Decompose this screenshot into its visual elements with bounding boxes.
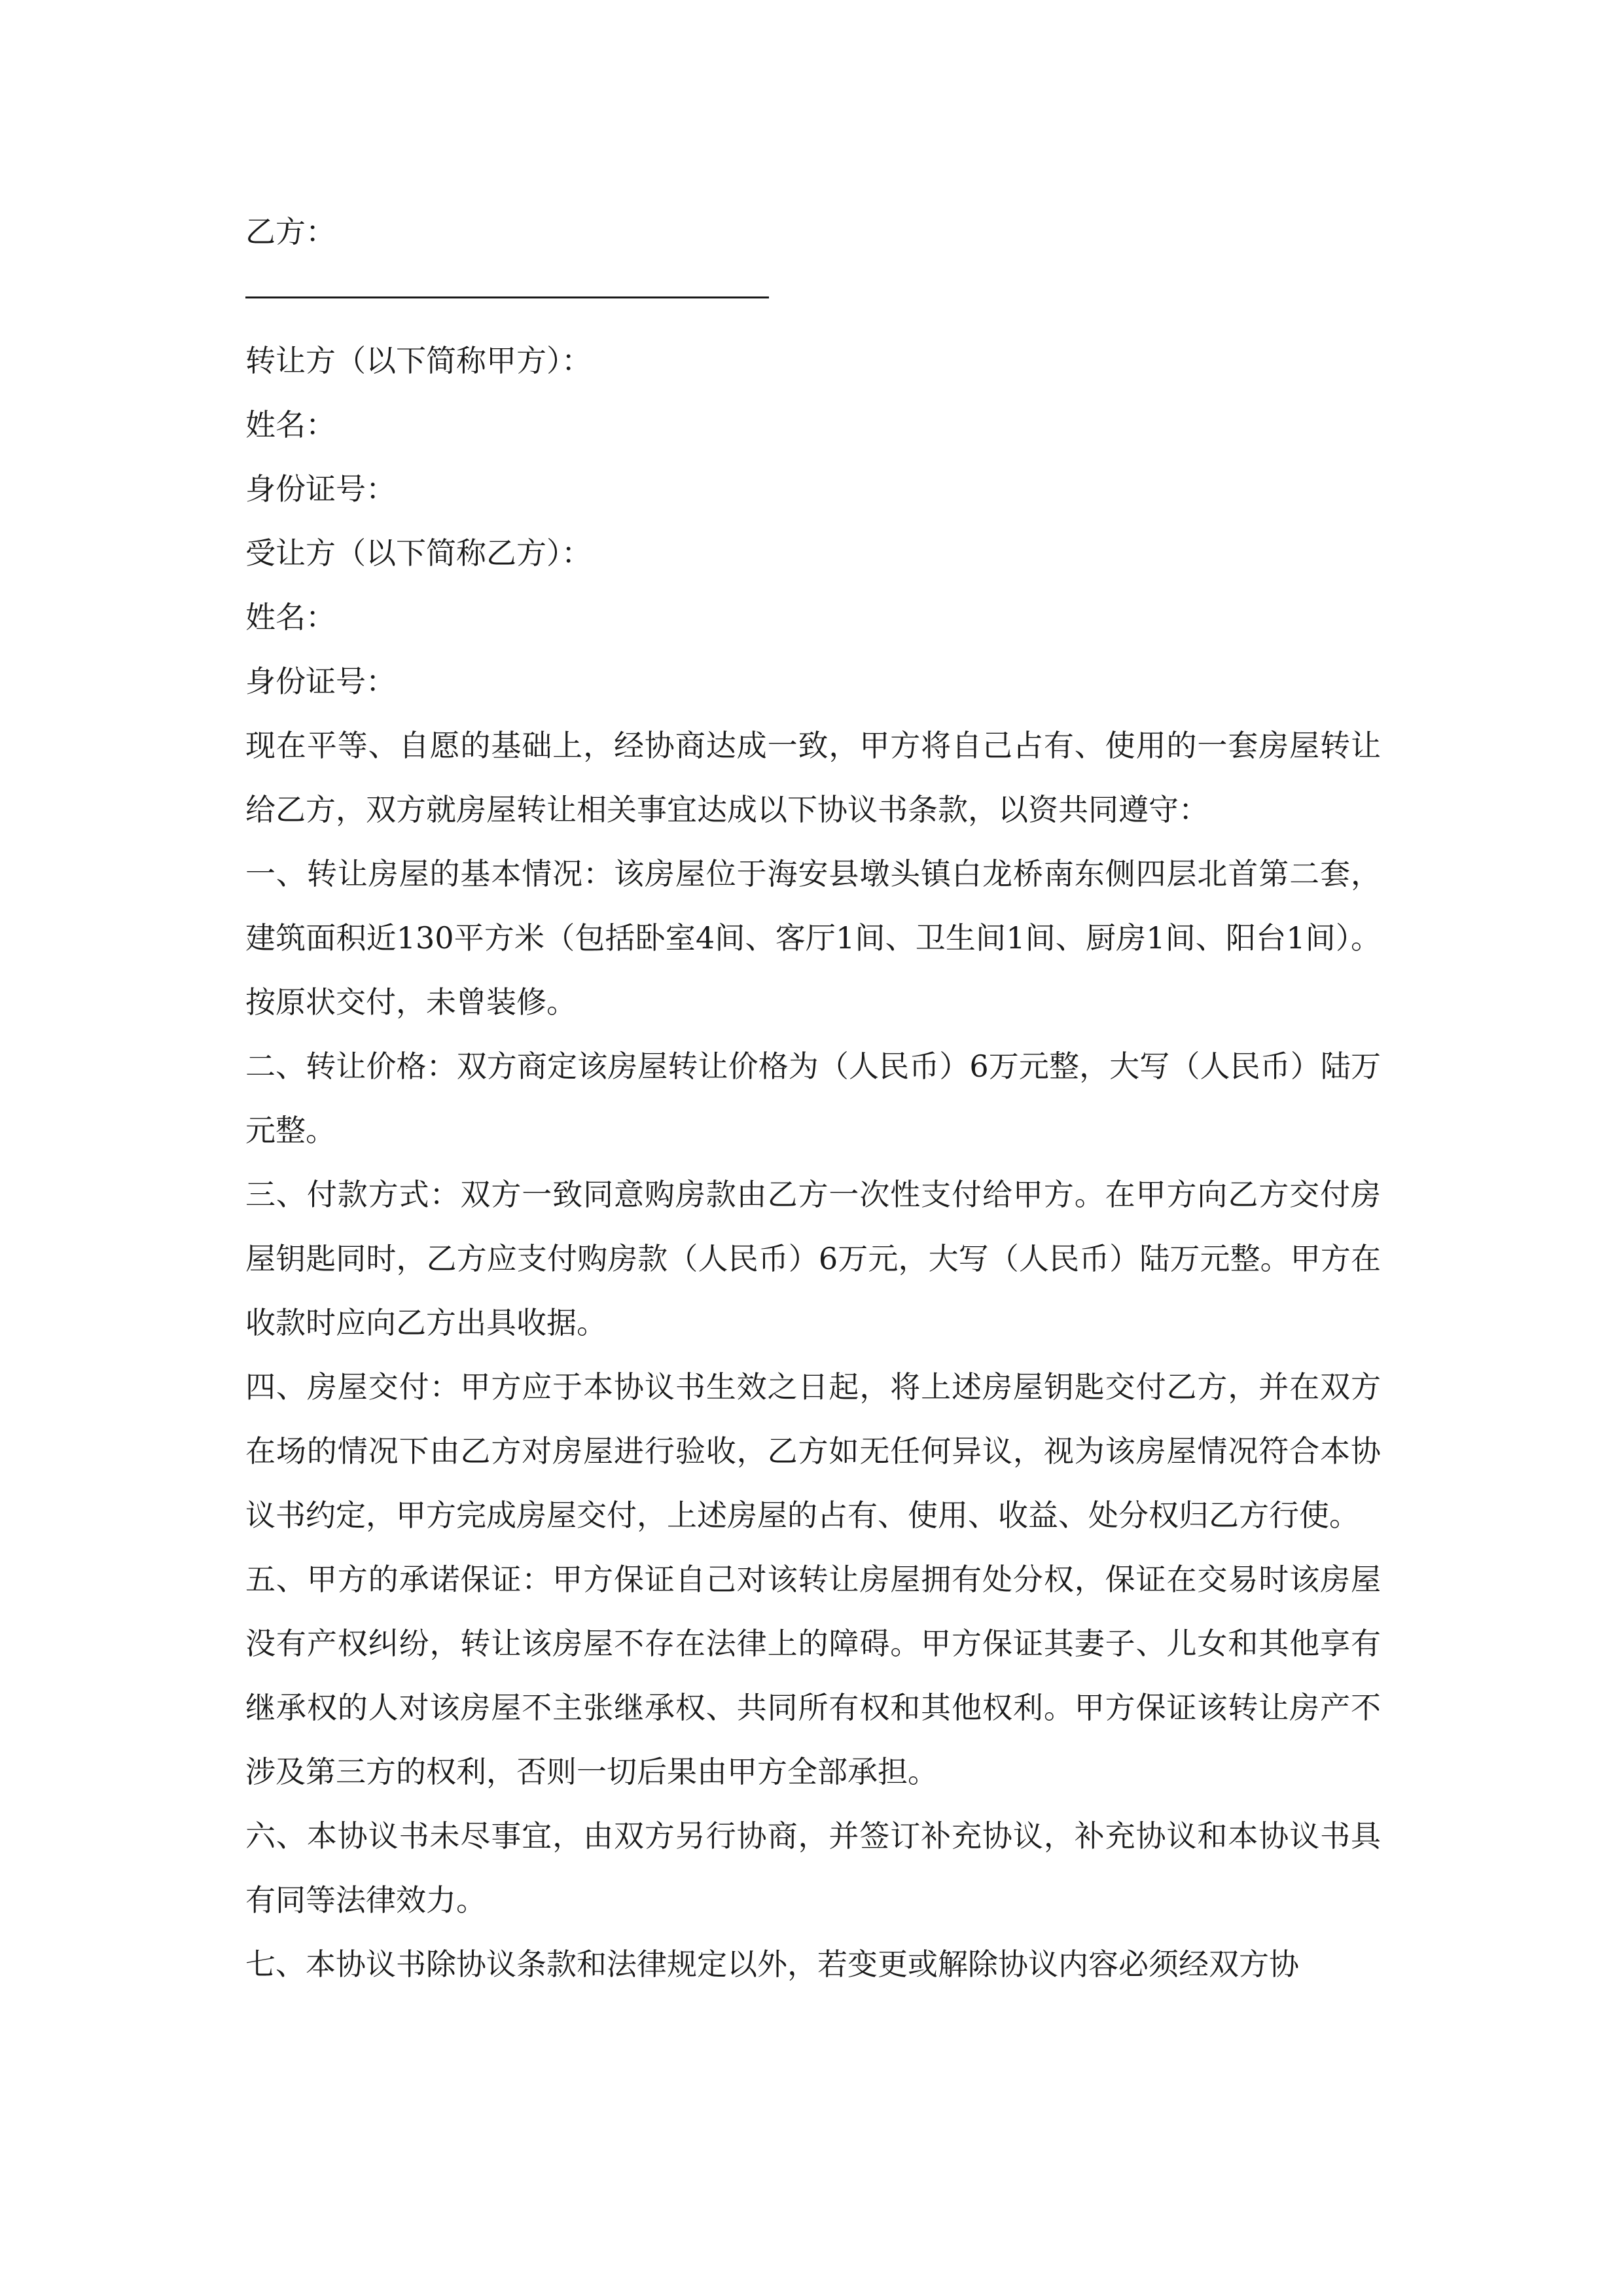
transferor-name-label: 姓名： — [245, 407, 336, 442]
intro-paragraph: 现在平等、自愿的基础上，经协商达成一致，甲方将自己占有、使用的一套房屋转让给乙方，双方就房屋转让相关事宜达成以下协议书条款，以资共同遵守： — [245, 728, 1381, 827]
clause-5-warranty: 五、甲方的承诺保证：甲方保证自己对该转让房屋拥有处分权，保证在交易时该房屋没有产权纠纷，转让该房屋不存在法律上的障碍。甲方保证其妻子、儿女和其他享有继承权的人对该房屋不主张继承权、共同所有权和其他权利。甲方保证该转让房产不涉及第三方的权利，否则一切后果由甲方全部承担。 — [245, 1562, 1381, 1789]
clause-6-supplement: 六、本协议书未尽事宜，由双方另行协商，并签订补充协议，补充协议和本协议书具有同等法律效力。 — [245, 1818, 1381, 1918]
transferor-label: 转让方（以下简称甲方）： — [245, 343, 592, 378]
transferor-id-label: 身份证号： — [245, 471, 396, 507]
clause-2-price: 二、转让价格：双方商定该房屋转让价格为（人民币）6万元整，大写（人民币）陆万元整。 — [245, 1049, 1381, 1148]
transferee-label: 受让方（以下简称乙方）： — [245, 535, 592, 571]
clause-3-payment: 三、付款方式：双方一致同意购房款由乙方一次性支付给甲方。在甲方向乙方交付房屋钥匙同时，乙方应支付购房款（人民币）6万元，大写（人民币）陆万元整。甲方在收款时应向乙方出具收据。 — [245, 1177, 1381, 1340]
clause-4-delivery: 四、房屋交付：甲方应于本协议书生效之日起，将上述房屋钥匙交付乙方，并在双方在场的情况下由乙方对房屋进行验收，乙方如无任何异议，视为该房屋情况符合本协议书约定，甲方完成房屋交付，上述房屋的占有、使用、收益、处分权归乙方行使。 — [245, 1369, 1381, 1533]
clause-1-property-details: 一、转让房屋的基本情况：该房屋位于海安县墩头镇白龙桥南东侧四层北首第二套，建筑面积近130平方米（包括卧室4间、客厅1间、卫生间1间、厨房1间、阳台1间）。按原状交付，未曾装修。 — [245, 856, 1381, 1020]
party-b-label: 乙方： — [245, 214, 336, 249]
document-body — [245, 200, 1381, 1996]
transferee-id-label: 身份证号： — [245, 664, 396, 699]
transferee-name-label: 姓名： — [245, 600, 336, 635]
signature-line — [245, 296, 769, 298]
clause-7-amendment: 七、本协议书除协议条款和法律规定以外，若变更或解除协议内容必须经双方协 — [245, 1946, 1299, 1982]
